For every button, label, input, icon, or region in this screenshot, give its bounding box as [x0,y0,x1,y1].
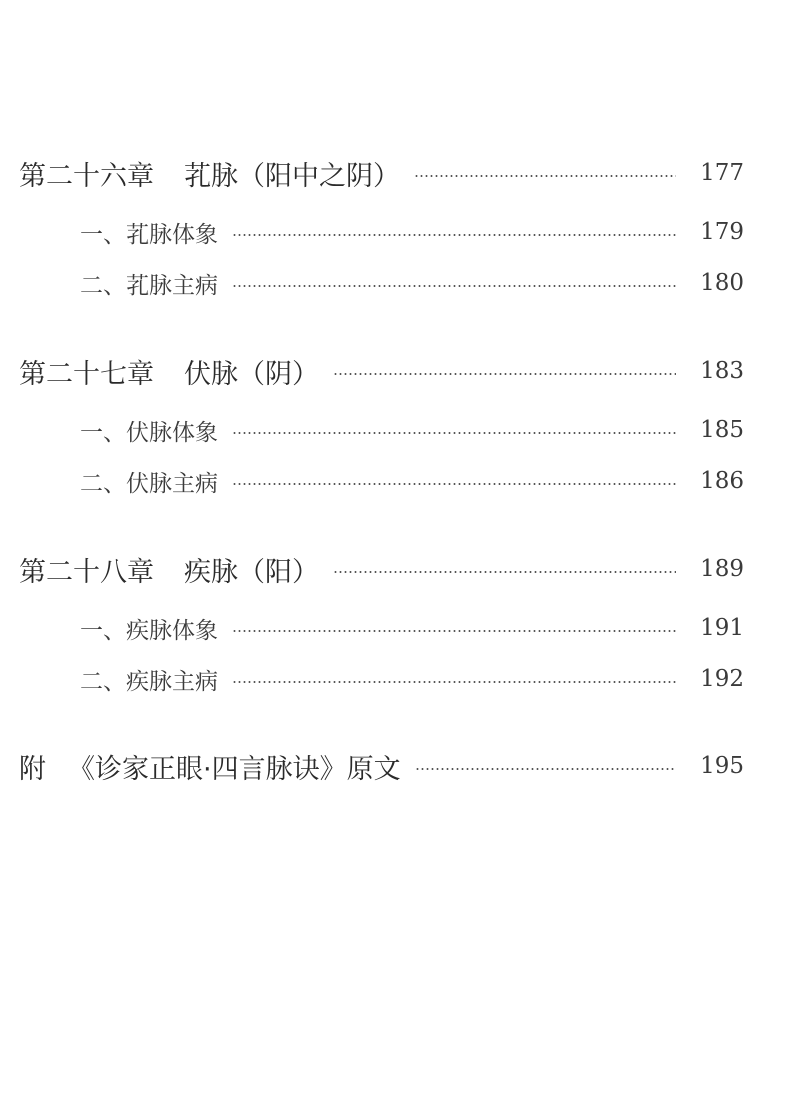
chapter-title: 疾脉（阳） [184,556,319,588]
toc-section[interactable] [80,662,744,696]
section-title: 一、疾脉体象 [80,617,218,644]
page-number: 179 [700,219,744,245]
toc-chapter-28[interactable] [19,549,744,589]
dot-leader [414,175,676,177]
section-title: 二、芤脉主病 [80,272,218,299]
dot-leader [232,432,676,434]
dot-leader [232,483,676,485]
chapter-heading [19,352,319,391]
chapter-number: 第二十六章 [19,160,154,192]
chapter-heading [19,550,319,589]
section-title: 一、伏脉体象 [80,419,218,446]
page-number: 185 [700,417,744,443]
section-title: 二、伏脉主病 [80,470,218,497]
page-number: 191 [700,615,744,641]
chapter-title: 芤脉（阳中之阴） [184,160,400,192]
page-number: 192 [700,666,744,692]
dot-leader [232,285,676,287]
chapter-title: 伏脉（阴） [184,358,319,390]
section-title: 一、芤脉体象 [80,221,218,248]
page-number: 183 [700,358,744,384]
toc-chapter-26[interactable] [19,153,744,193]
appendix-label: 附 [19,753,46,785]
toc-section[interactable] [80,266,744,300]
toc-appendix[interactable] [19,746,744,786]
chapter-number: 第二十八章 [19,556,154,588]
dot-leader [415,768,676,770]
toc-chapter-27[interactable] [19,351,744,391]
dot-leader [232,630,676,632]
dot-leader [333,571,676,573]
section-title: 二、疾脉主病 [80,668,218,695]
appendix-title: 《诊家正眼·四言脉诀》原文 [68,753,401,785]
toc-section[interactable] [80,464,744,498]
page-number: 189 [700,556,744,582]
dot-leader [333,373,676,375]
dot-leader [232,234,676,236]
page-number: 177 [700,160,744,186]
dot-leader [232,681,676,683]
chapter-number: 第二十七章 [19,358,154,390]
page-number: 186 [700,468,744,494]
page-number: 180 [700,270,744,296]
appendix-heading [19,747,401,786]
toc-section[interactable] [80,215,744,249]
toc-section[interactable] [80,413,744,447]
page-number: 195 [700,753,744,779]
chapter-heading [19,154,400,193]
toc-section[interactable] [80,611,744,645]
